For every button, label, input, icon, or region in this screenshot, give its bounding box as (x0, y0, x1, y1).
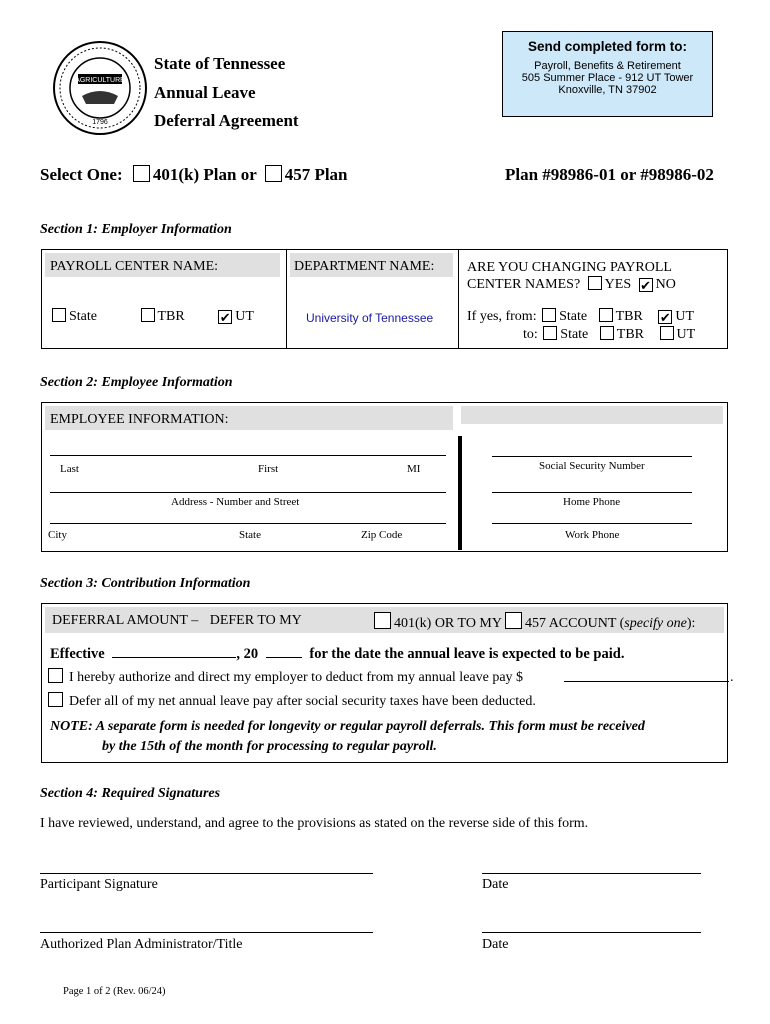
title-line-1: State of Tennessee (154, 54, 286, 73)
from-state-label: State (559, 309, 588, 324)
note-line-1: NOTE: A separate form is needed for longevity or regular payroll deferrals. This form must be received (50, 719, 645, 734)
to-state-label: State (560, 327, 589, 342)
effective-date-field[interactable] (112, 645, 236, 658)
457-plan-checkbox[interactable] (265, 165, 282, 182)
deduction-amount-field[interactable] (564, 681, 729, 682)
payroll-tbr-checkbox[interactable] (141, 308, 155, 322)
note-line-2: by the 15th of the month for processing to regular payroll. (102, 739, 437, 754)
payroll-ut-checkbox[interactable]: ✔ (219, 310, 231, 325)
title-line-3: Deferral Agreement (154, 111, 299, 130)
changing-label-2: CENTER NAMES? (467, 277, 581, 292)
to-tbr-checkbox[interactable] (600, 326, 614, 340)
401k-plan-label: 401(k) Plan or (152, 165, 257, 184)
section4-title: Section 4: Required Signatures (40, 786, 221, 801)
from-ut-checkbox[interactable]: ✔ (659, 310, 671, 325)
effective-label: Effective (50, 646, 105, 662)
changing-no-label: NO (655, 277, 676, 292)
effective-year-label: , 20 (236, 646, 259, 662)
admin-signature-label: Authorized Plan Administrator/Title (40, 937, 243, 952)
send-line-2: 505 Summer Place - 912 UT Tower (521, 72, 694, 84)
plan-numbers: Plan #98986-01 or #98986-02 (505, 165, 714, 184)
authorize-period: . (730, 670, 734, 685)
ifyes-from-label: If yes, from: (467, 309, 537, 324)
ifyes-to-label: to: (523, 327, 538, 342)
section2-title: Section 2: Employee Information (40, 375, 233, 390)
ssn-field[interactable] (492, 456, 692, 457)
changing-yes-label: YES (604, 277, 632, 292)
last-caption: Last (60, 463, 79, 475)
state-caption: State (239, 529, 261, 541)
payroll-state-label: State (69, 309, 97, 324)
title-line-2: Annual Leave (154, 82, 256, 102)
admin-signature-field[interactable] (40, 932, 373, 933)
effective-year-field[interactable] (266, 645, 302, 658)
participant-signature-label: Participant Signature (40, 877, 158, 892)
deferral-amount-label: DEFERRAL AMOUNT – (52, 613, 199, 628)
participant-date-field[interactable] (482, 873, 701, 874)
agree-statement: I have reviewed, understand, and agree to the provisions as stated on the reverse side of this form. (40, 816, 589, 831)
department-value[interactable]: University of Tennessee (306, 311, 434, 325)
section1-title: Section 1: Employer Information (40, 222, 232, 237)
city-state-zip-field[interactable] (50, 523, 446, 524)
page-footer: Page 1 of 2 (Rev. 06/24) (63, 986, 166, 997)
home-phone-caption: Home Phone (563, 496, 621, 508)
work-phone-field[interactable] (492, 523, 692, 524)
to-state-checkbox[interactable] (543, 326, 557, 340)
mi-caption: MI (407, 463, 421, 475)
changing-no-checkbox[interactable]: ✔ (640, 278, 652, 293)
select-one-label: Select One: (40, 165, 123, 184)
first-caption: First (258, 463, 279, 475)
admin-date-label: Date (482, 937, 509, 952)
to-ut-checkbox[interactable] (660, 326, 674, 340)
payroll-center-label: PAYROLL CENTER NAME: (50, 259, 219, 274)
effective-rest-label: for the date the annual leave is expected to be paid. (309, 646, 625, 662)
admin-date-field[interactable] (482, 932, 701, 933)
home-phone-field[interactable] (492, 492, 692, 493)
state-seal (52, 40, 148, 136)
participant-date-label: Date (482, 877, 509, 892)
457-plan-label: 457 Plan (284, 165, 348, 184)
from-ut-label: UT (675, 309, 694, 324)
address-caption: Address - Number and Street (171, 496, 300, 508)
defer-457-label: 457 ACCOUNT ( (524, 616, 625, 631)
section3-title: Section 3: Contribution Information (40, 576, 251, 591)
send-to-box (502, 31, 713, 117)
city-caption: City (48, 529, 67, 541)
send-heading: Send completed form to: (527, 39, 687, 54)
authorize-checkbox[interactable] (48, 668, 63, 683)
close-paren: ): (686, 616, 696, 631)
from-tbr-label: TBR (615, 309, 643, 324)
from-tbr-checkbox[interactable] (599, 308, 613, 322)
send-line-3: Knoxville, TN 37902 (558, 84, 657, 96)
employee-info-header: EMPLOYEE INFORMATION: (50, 412, 229, 427)
payroll-state-checkbox[interactable] (52, 308, 66, 322)
defer-457-checkbox[interactable] (505, 612, 522, 629)
payroll-tbr-label: TBR (157, 309, 185, 324)
send-line-1: Payroll, Benefits & Retirement (534, 60, 681, 72)
participant-signature-field[interactable] (40, 873, 373, 874)
name-field[interactable] (50, 455, 446, 456)
defer-all-checkbox[interactable] (48, 692, 63, 707)
payroll-ut-label: UT (235, 309, 254, 324)
zip-caption: Zip Code (361, 529, 403, 541)
defer-to-my-label: DEFER TO MY (209, 613, 302, 628)
from-state-checkbox[interactable] (542, 308, 556, 322)
401k-plan-checkbox[interactable] (133, 165, 150, 182)
svg-text:1796: 1796 (92, 119, 108, 126)
authorize-label: I hereby authorize and direct my employer to deduct from my annual leave pay $ (69, 670, 524, 685)
to-ut-label: UT (676, 327, 696, 342)
svg-text:AGRICULTURE: AGRICULTURE (75, 77, 125, 84)
address-field[interactable] (50, 492, 446, 493)
defer-all-label: Defer all of my net annual leave pay after social security taxes have been deducted. (69, 694, 536, 709)
work-phone-caption: Work Phone (565, 529, 620, 541)
changing-yes-checkbox[interactable] (588, 276, 602, 290)
department-label: DEPARTMENT NAME: (294, 259, 435, 274)
specify-one-label: specify one (624, 616, 687, 631)
defer-401k-checkbox[interactable] (374, 612, 391, 629)
ssn-caption: Social Security Number (539, 460, 645, 472)
to-tbr-label: TBR (616, 327, 645, 342)
defer-401k-label: 401(k) OR TO MY (394, 616, 502, 631)
changing-label-1: ARE YOU CHANGING PAYROLL (467, 260, 672, 275)
